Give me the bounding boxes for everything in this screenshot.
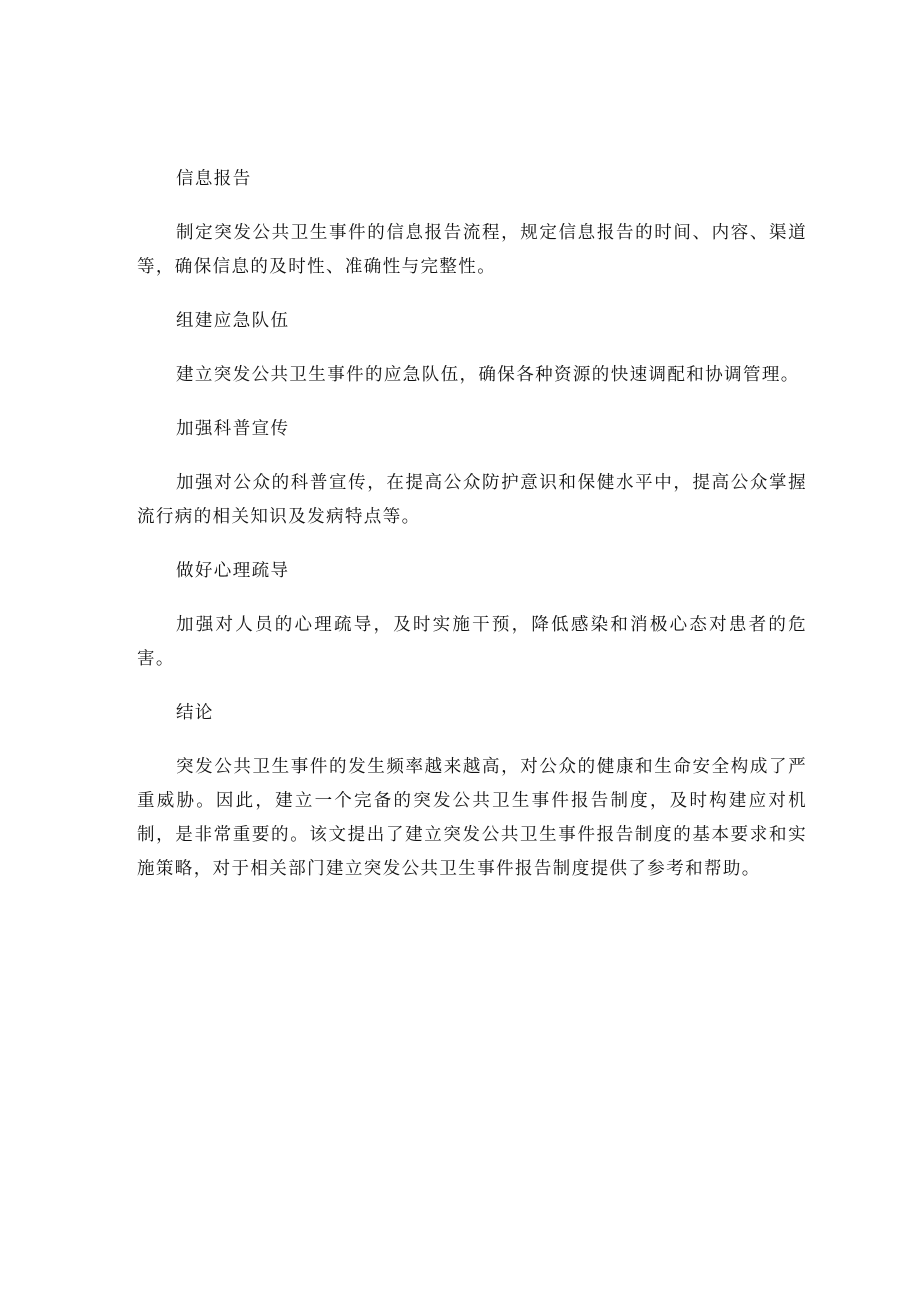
section-body-psych-counseling: 加强对人员的心理疏导，及时实施干预，降低感染和消极心态对患者的危害。 bbox=[137, 615, 807, 669]
section-heading-psych-counseling: 做好心理疏导 bbox=[176, 561, 290, 581]
section-body-conclusion: 突发公共卫生事件的发生频率越来越高，对公众的健康和生命安全构成了严重威胁。因此，建立一个完备的突发公共卫生事件报告制度，及时构建应对机制，是非常重要的。该文提出了建立突发公共卫生事件报告制度的基本要求和实施策略，对于相关部门建立突发公共卫生事件报告制度提供了参考和帮助。 bbox=[137, 757, 807, 879]
section-body-emergency-team: 建立突发公共卫生事件的应急队伍，确保各种资源的快速调配和协调管理。 bbox=[176, 365, 800, 385]
section-heading-science-promotion: 加强科普宣传 bbox=[176, 419, 290, 439]
document-body bbox=[137, 162, 807, 886]
section-heading-conclusion: 结论 bbox=[176, 703, 214, 723]
section-heading-emergency-team: 组建应急队伍 bbox=[176, 311, 290, 331]
section-body-science-promotion: 加强对公众的科普宣传，在提高公众防护意识和保健水平中，提高公众掌握流行病的相关知识及发病特点等。 bbox=[137, 473, 807, 527]
section-body-info-report: 制定突发公共卫生事件的信息报告流程，规定信息报告的时间、内容、渠道等，确保信息的及时性、准确性与完整性。 bbox=[137, 223, 807, 277]
section-heading-info-report: 信息报告 bbox=[176, 169, 252, 189]
